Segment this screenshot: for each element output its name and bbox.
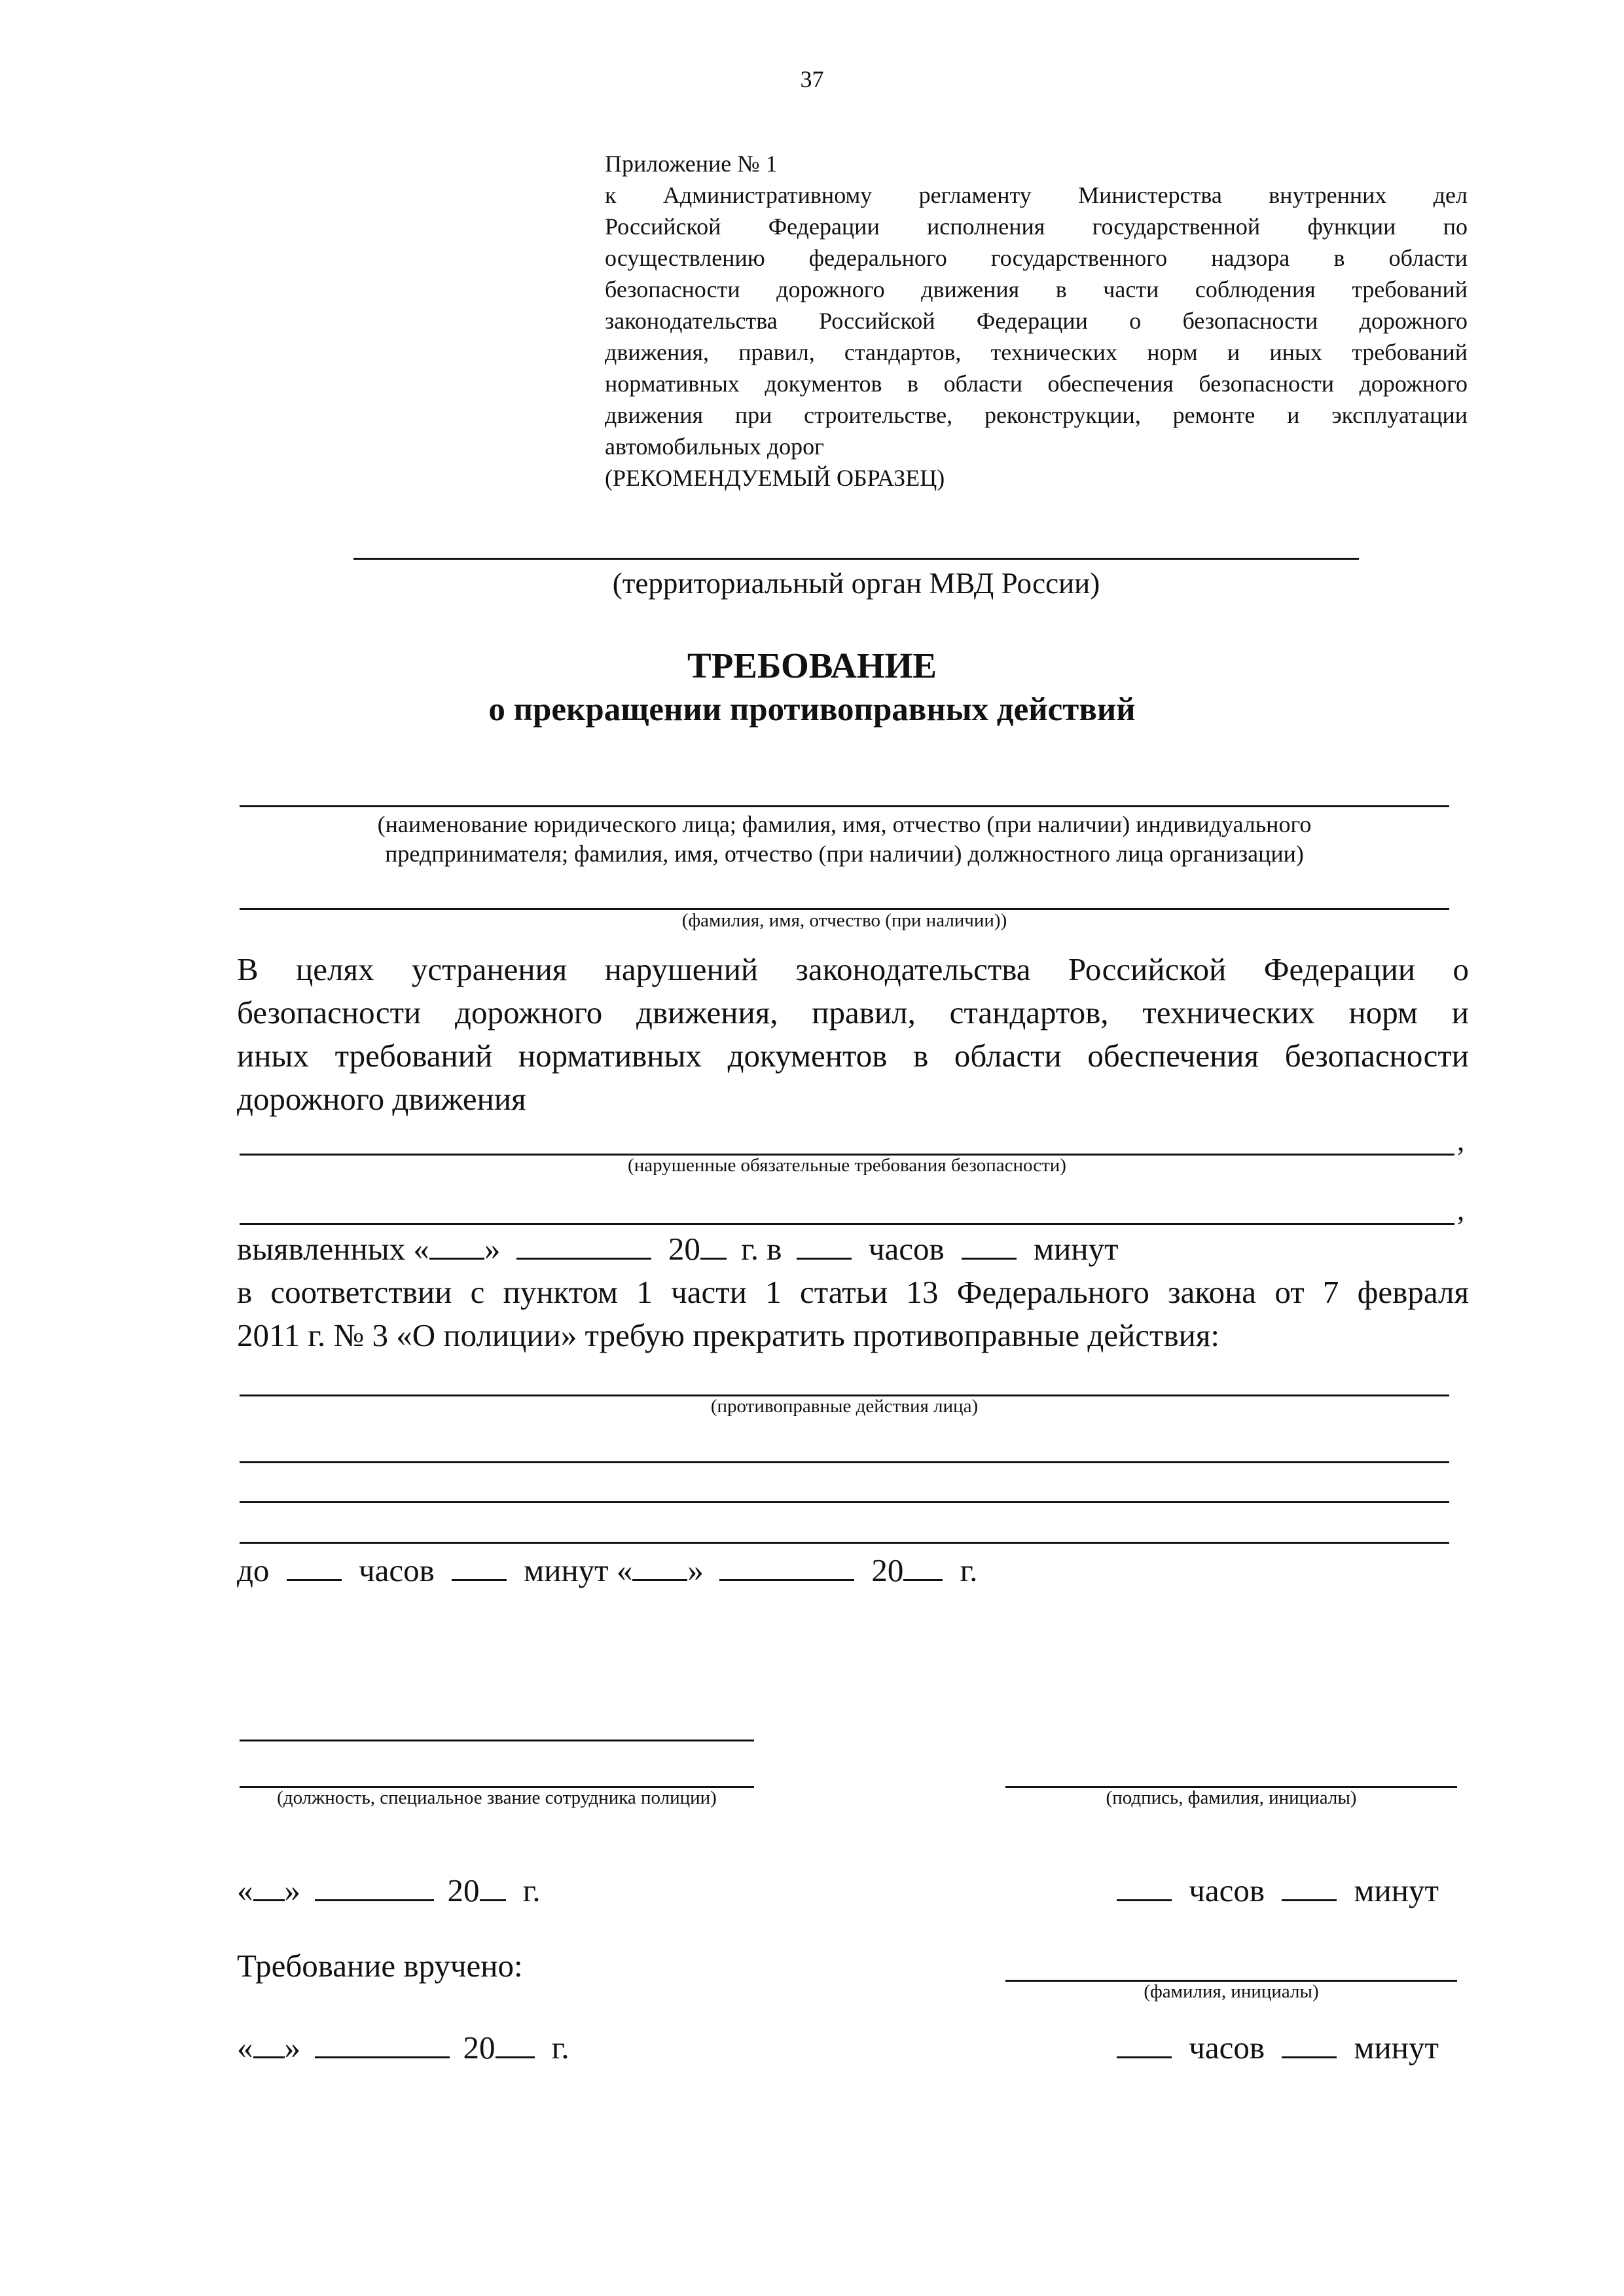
comma: , <box>1457 1194 1465 1226</box>
date2-close: » <box>284 2030 300 2066</box>
fio-caption: (фамилия, имя, отчество (при наличии)) <box>681 910 1007 931</box>
body-line: иных требований нормативных документов в области обеспечения безопасности <box>237 1038 1469 1074</box>
addressee-caption-line1: (наименование юридического лица; фамилия, имя, отчество (при наличии) индивидуального <box>377 811 1312 837</box>
appendix-line: нормативных документов в области обеспечения безопасности дорожного <box>605 371 1468 397</box>
year-blank[interactable] <box>700 1231 727 1260</box>
actions-line-4 <box>240 1542 1449 1544</box>
document-subtitle: о прекращении противоправных действий <box>488 691 1136 728</box>
until-label: до <box>237 1552 270 1588</box>
month-blank[interactable] <box>516 1231 651 1260</box>
sample-label: (РЕКОМЕНДУЕМЫЙ ОБРАЗЕЦ) <box>605 465 945 491</box>
date1-year-blank[interactable] <box>480 1873 506 1901</box>
appendix-line: осуществлению федерального государственного надзора в области <box>605 245 1468 271</box>
actions-line-2 <box>240 1461 1449 1463</box>
time1-minutes-blank[interactable] <box>1282 1873 1337 1901</box>
appendix-line: движения при строительстве, реконструкции, ремонте и эксплуатации <box>605 402 1468 428</box>
year-suffix: г. в <box>741 1231 782 1267</box>
date1-close: » <box>284 1872 300 1908</box>
appendix-line: автомобильных дорог <box>605 433 824 460</box>
date1-year-prefix: 20 <box>447 1872 480 1908</box>
law-line: 2011 г. № 3 «О полиции» требую прекратить противоправные действия: <box>237 1317 1219 1353</box>
body-line: дорожного движения <box>237 1081 526 1117</box>
initials-caption: (фамилия, инициалы) <box>1144 1981 1319 2002</box>
appendix-title: Приложение № 1 <box>605 151 778 177</box>
appendix-line: к Административному регламенту Министерства внутренних дел <box>605 182 1468 208</box>
date1-open: « <box>237 1872 253 1908</box>
time1-hours-blank[interactable] <box>1117 1873 1172 1901</box>
hours-label: часов <box>868 1231 945 1267</box>
minutes-blank[interactable] <box>962 1231 1017 1260</box>
detected-row <box>237 1228 1119 1271</box>
date-row-1 <box>237 1869 541 1912</box>
deadline-day-blank[interactable] <box>632 1553 687 1581</box>
body-line: В целях устранения нарушений законодательства Российской Федерации о <box>237 951 1469 987</box>
addressee-caption-line2: предпринимателя; фамилия, имя, отчество (при наличии) должностного лица организации) <box>385 841 1304 867</box>
time-row-1 <box>1117 1869 1439 1912</box>
document-title: ТРЕБОВАНИЕ <box>687 646 937 685</box>
law-line: в соответствии с пунктом 1 части 1 статьи 13 Федерального закона от 7 февраля <box>237 1274 1469 1310</box>
date1-month-blank[interactable] <box>315 1873 434 1901</box>
date2-month-blank[interactable] <box>315 2030 450 2058</box>
deadline-year-blank[interactable] <box>903 1553 943 1581</box>
deadline-hours-blank[interactable] <box>287 1553 342 1581</box>
quote-close: » <box>484 1231 501 1267</box>
date2-open: « <box>237 2030 253 2066</box>
appendix-line: законодательства Российской Федерации о безопасности дорожного <box>605 308 1468 334</box>
hours-blank[interactable] <box>797 1231 852 1260</box>
law-text <box>237 1271 1469 1357</box>
date2-day-blank[interactable] <box>253 2030 285 2058</box>
deadline-year-suffix: г. <box>960 1552 978 1588</box>
officer-line <box>240 1740 754 1741</box>
appendix-line: движения, правил, стандартов, технических норм и иных требований <box>605 339 1468 365</box>
time1-minutes-label: минут <box>1354 1872 1439 1908</box>
deadline-month-blank[interactable] <box>719 1553 854 1581</box>
time2-hours-blank[interactable] <box>1117 2030 1172 2058</box>
deadline-minutes-label: минут « <box>524 1552 633 1588</box>
actions-line-3 <box>240 1501 1449 1503</box>
appendix-text <box>605 179 1468 431</box>
time2-hours-label: часов <box>1189 2030 1265 2066</box>
officer-caption: (должность, специальное звание сотрудника полиции) <box>277 1787 717 1808</box>
deadline-quote-close: » <box>687 1552 704 1588</box>
violations-caption: (нарушенные обязательные требования безопасности) <box>628 1155 1066 1176</box>
time-row-2 <box>1117 2026 1439 2069</box>
year-prefix: 20 <box>668 1231 700 1267</box>
deadline-hours-label: часов <box>358 1552 435 1588</box>
violations-line-2 <box>240 1223 1454 1225</box>
time1-hours-label: часов <box>1189 1872 1265 1908</box>
body-line: безопасности дорожного движения, правил, стандартов, технических норм и <box>237 994 1469 1030</box>
comma: , <box>1457 1124 1465 1157</box>
date2-year-blank[interactable] <box>496 2030 535 2058</box>
time2-minutes-label: минут <box>1354 2030 1439 2066</box>
actions-caption: (противоправные действия лица) <box>710 1396 979 1417</box>
deadline-minutes-blank[interactable] <box>452 1553 507 1581</box>
appendix-line: безопасности дорожного движения в части соблюдения требований <box>605 276 1468 302</box>
appendix-block <box>605 148 1468 494</box>
authority-caption: (территориальный орган МВД России) <box>612 567 1100 600</box>
deadline-year-prefix: 20 <box>871 1552 904 1588</box>
signature-caption: (подпись, фамилия, инициалы) <box>1106 1787 1357 1808</box>
minutes-label: минут <box>1034 1231 1119 1267</box>
page-number: 37 <box>800 66 824 92</box>
date2-year-prefix: 20 <box>463 2030 496 2066</box>
date2-year-suffix: г. <box>551 2030 569 2066</box>
detected-prefix: выявленных « <box>237 1231 429 1267</box>
delivered-label: Требование вручено: <box>237 1948 523 1984</box>
date-row-2 <box>237 2026 569 2069</box>
date1-day-blank[interactable] <box>253 1873 285 1901</box>
authority-line <box>353 558 1359 560</box>
appendix-line: Российской Федерации исполнения государственной функции по <box>605 213 1468 240</box>
body-paragraph <box>237 948 1469 1121</box>
deadline-row <box>237 1549 977 1592</box>
date1-year-suffix: г. <box>522 1872 541 1908</box>
day-blank[interactable] <box>429 1231 484 1260</box>
addressee-line <box>240 805 1449 807</box>
time2-minutes-blank[interactable] <box>1282 2030 1337 2058</box>
